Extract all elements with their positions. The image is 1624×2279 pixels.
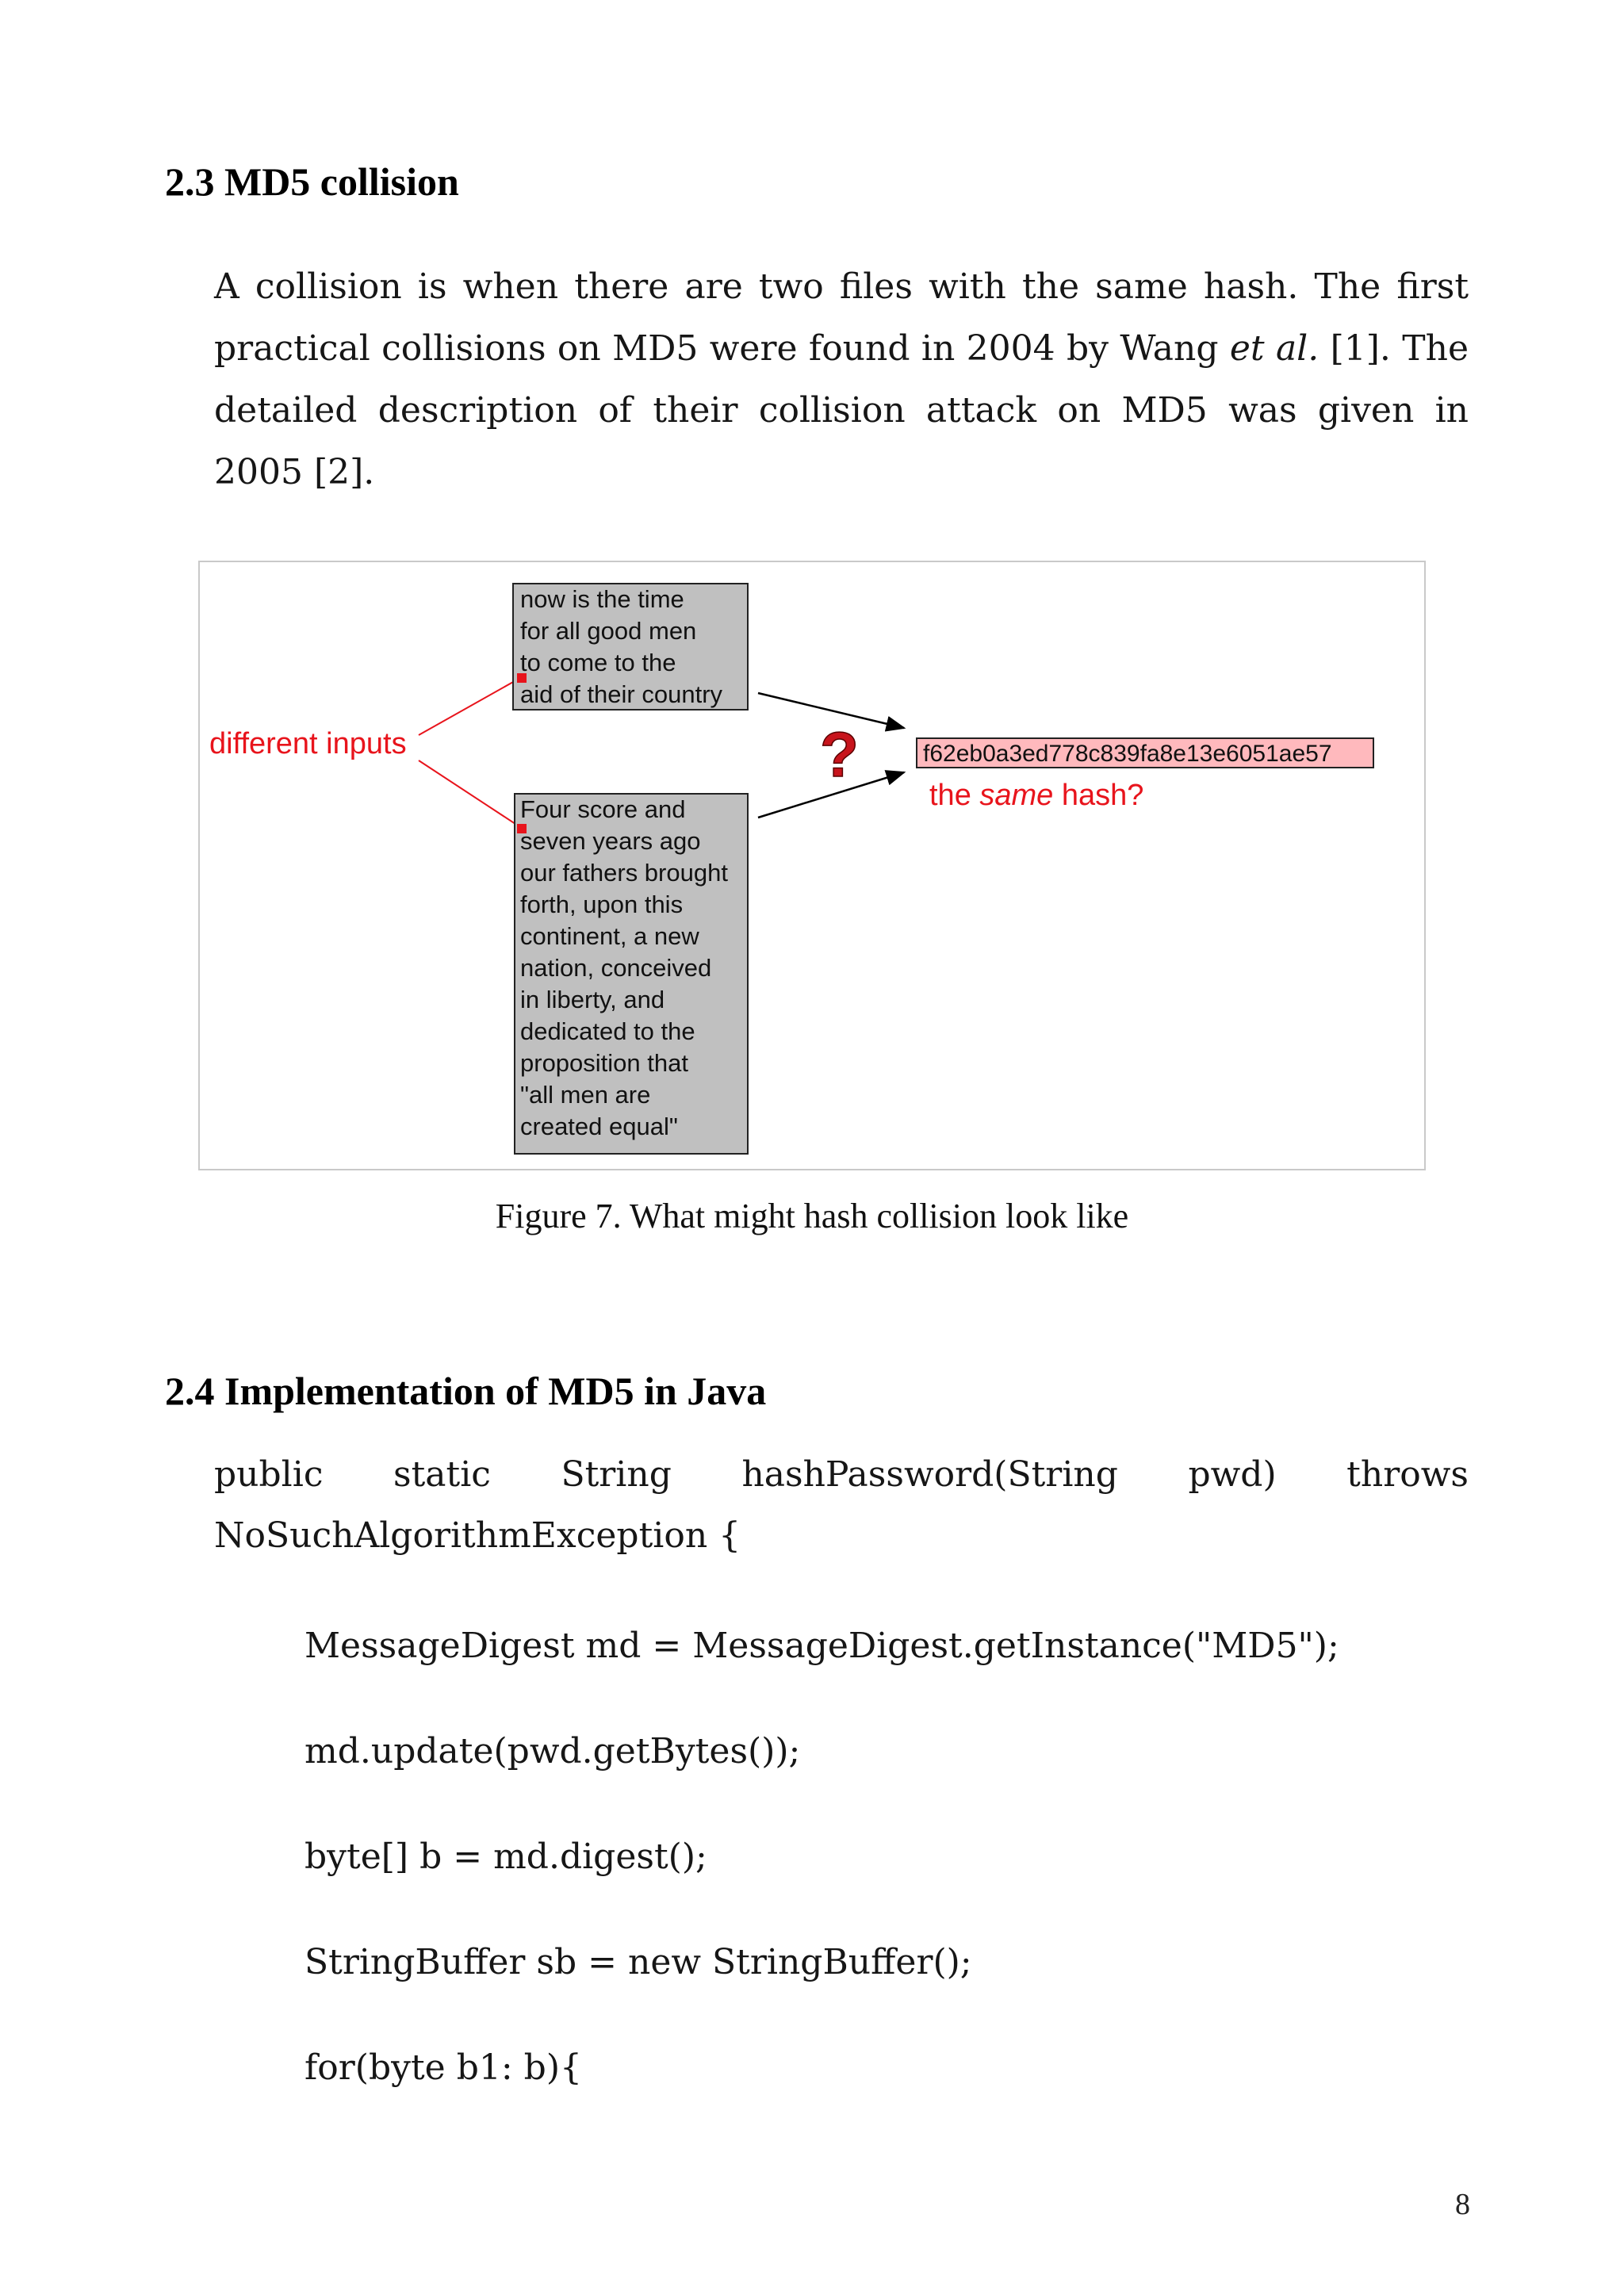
input-bottom-line: our fathers brought [520,859,728,887]
section-heading-2-3 [165,159,459,205]
collision-paragraph [214,256,1469,504]
input-top-line: now is the time [520,585,684,613]
section-title: Implementation of MD5 in Java [224,1369,767,1413]
section-number: 2.3 [165,159,215,204]
code-line: md.update(pwd.getBytes()); [304,1731,801,1771]
signature-line-2: NoSuchAlgorithmException { [214,1515,741,1556]
input-bottom-line: "all men are [520,1081,651,1109]
signature-word: pwd) [1188,1454,1277,1495]
code-line: MessageDigest md = MessageDigest.getInstance("MD5"); [304,1626,1339,1666]
input-top-line: aid of their country [520,680,723,708]
input-bottom-line: seven years ago [520,827,701,855]
input-bottom-line: continent, a new [520,922,699,950]
collision-figure [198,561,1426,1170]
page-number: 8 [1455,2188,1470,2221]
signature-word: public [214,1454,324,1495]
input-bottom-line: dedicated to the [520,1017,695,1045]
figure-caption: Figure 7. What might hash collision look like [495,1197,1129,1235]
hash-value: f62eb0a3ed778c839fa8e13e6051ae57 [923,741,1332,767]
same-hash-pre: the [929,779,980,812]
question-mark-icon: ? [820,719,859,790]
connector-line-top [419,678,520,735]
code-line: StringBuffer sb = new StringBuffer(); [304,1942,972,1982]
same-hash-post: hash? [1053,779,1144,812]
input-bottom-line: in liberty, and [520,986,665,1013]
collision-diagram [200,562,1426,1170]
input-top-line: to come to the [520,649,676,676]
connector-line-bottom [419,760,520,827]
paragraph-text-end: [1]. The detailed description of their collision attack on MD5 was given in 2005 [2]. [214,328,1469,492]
code-line: byte[] b = md.digest(); [304,1837,707,1877]
signature-word: String [561,1454,672,1495]
different-inputs-label: different inputs [209,727,407,760]
section-number: 2.4 [165,1369,215,1413]
same-hash-label [929,779,1143,812]
input-bottom-line: Four score and [520,795,686,823]
signature-word: hashPassword(String [741,1454,1118,1495]
input-bottom-line: proposition that [520,1049,688,1077]
signature-word: static [393,1454,491,1495]
input-top-line: for all good men [520,617,697,645]
code-line: for(byte b1: b){ [304,2047,583,2088]
section-title: MD5 collision [224,159,459,204]
section-heading-2-4 [165,1368,766,1414]
input-bottom-line: nation, conceived [520,954,712,982]
paragraph-et-al: et al. [1229,328,1320,369]
signature-line-1 [214,1454,1469,1495]
input-bottom-line: forth, upon this [520,891,684,918]
method-signature [214,1454,1469,1556]
same-hash-em: same [979,779,1054,812]
signature-word: throws [1346,1454,1469,1495]
input-bottom-line: created equal" [520,1113,678,1140]
paragraph-text-start: A collision is when there are two files with the same hash. The first practical collisions on MD5 were found in 2004 by Wang [214,266,1469,369]
